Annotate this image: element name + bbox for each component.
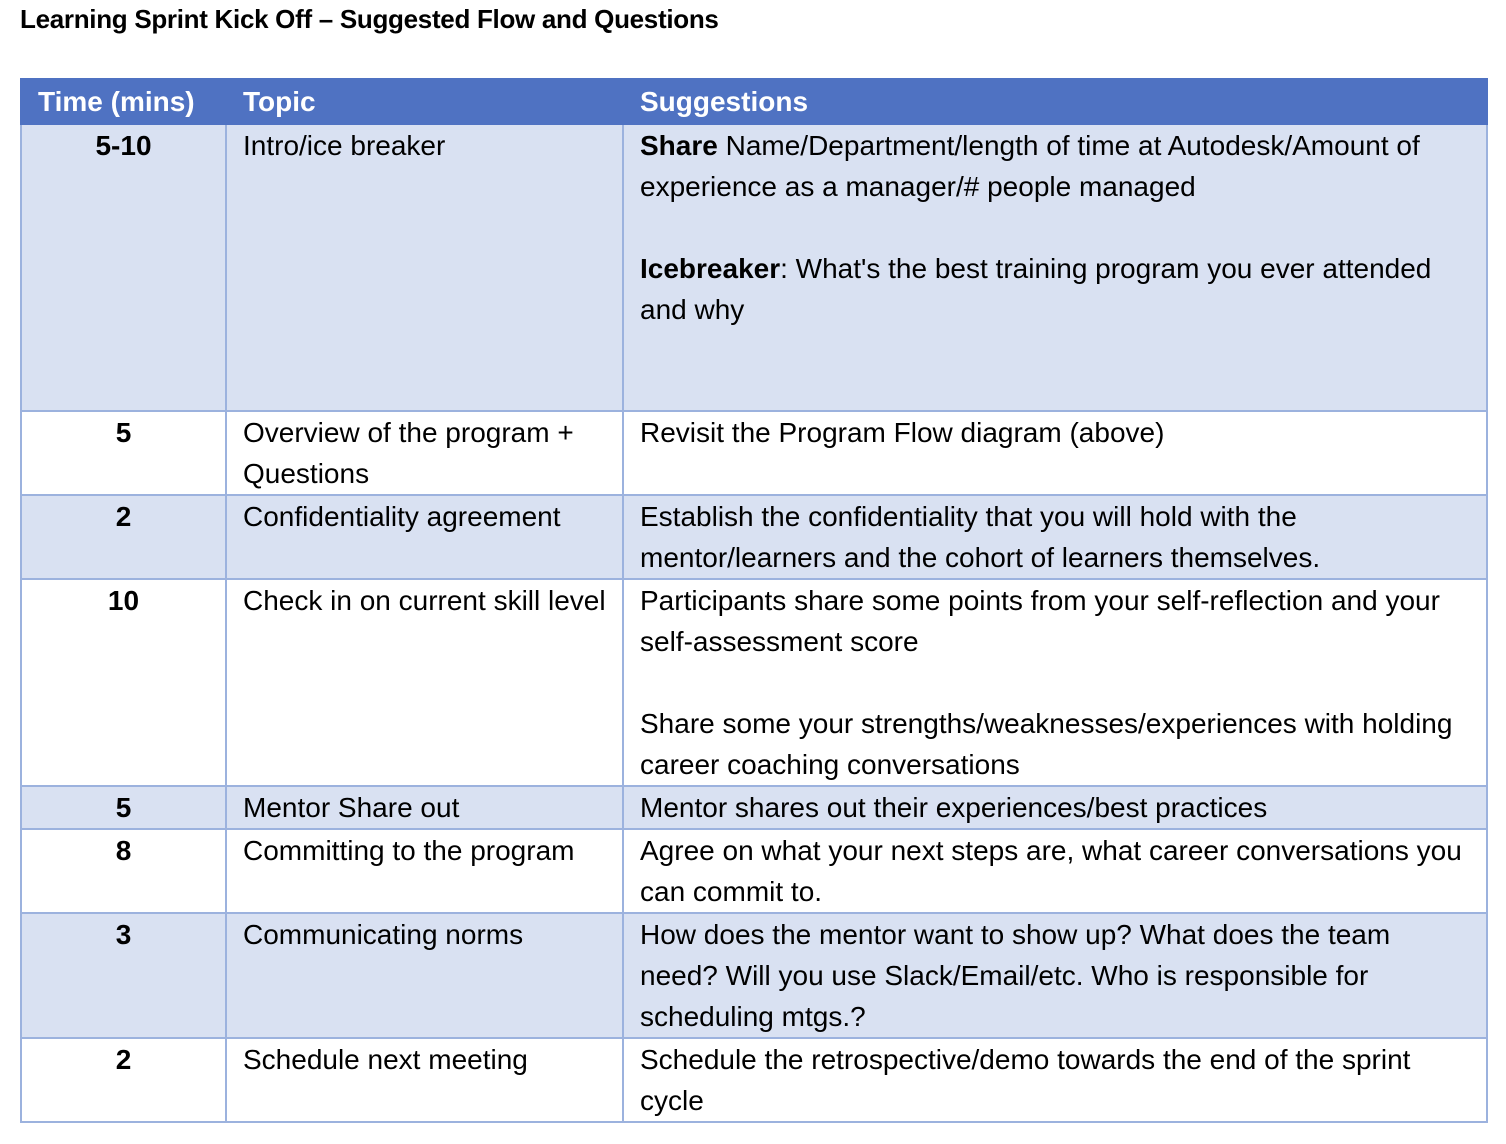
- time-cell: 10: [21, 579, 226, 786]
- topic-cell: Committing to the program: [226, 829, 623, 913]
- suggestions-cell: How does the mentor want to show up? What does the team need? Will you use Slack/Email/etc. Who is responsible for scheduling mtgs.?: [623, 913, 1487, 1038]
- suggestions-cell: Agree on what your next steps are, what career conversations you can commit to.: [623, 829, 1487, 913]
- time-cell: 2: [21, 1038, 226, 1122]
- suggestions-cell: Schedule the retrospective/demo towards the end of the sprint cycle: [623, 1038, 1487, 1122]
- time-cell: 2: [21, 495, 226, 579]
- suggestion-paragraph: Participants share some points from your self-reflection and your self-assessment score: [640, 585, 1440, 657]
- topic-cell: Communicating norms: [226, 913, 623, 1038]
- suggestion-paragraph: Share some your strengths/weaknesses/experiences with holding career coaching conversations: [640, 708, 1453, 780]
- time-cell: 5-10: [21, 124, 226, 411]
- suggestions-cell: Revisit the Program Flow diagram (above): [623, 411, 1487, 495]
- table-row: [21, 1038, 1487, 1122]
- suggestion-paragraph: [640, 248, 1470, 330]
- time-cell: 3: [21, 913, 226, 1038]
- topic-cell: Confidentiality agreement: [226, 495, 623, 579]
- table-row: [21, 579, 1487, 786]
- suggestions-cell: [623, 124, 1487, 411]
- header-time: Time (mins): [21, 79, 226, 124]
- header-topic: Topic: [226, 79, 623, 124]
- header-suggestions: Suggestions: [623, 79, 1487, 124]
- suggestion-bold-lead: Share: [640, 130, 718, 161]
- table-row: [21, 124, 1487, 411]
- suggestions-cell: [623, 579, 1487, 786]
- kickoff-flow-table: [20, 78, 1488, 1123]
- table-row: [21, 786, 1487, 829]
- suggestions-cell: Mentor shares out their experiences/best practices: [623, 786, 1487, 829]
- suggestion-bold-lead: Icebreaker: [640, 253, 781, 284]
- document-title: Learning Sprint Kick Off – Suggested Flow and Questions: [20, 4, 719, 34]
- suggestion-paragraph: [640, 125, 1470, 207]
- topic-cell: Check in on current skill level: [226, 579, 623, 786]
- table-row: [21, 495, 1487, 579]
- topic-cell: Mentor Share out: [226, 786, 623, 829]
- topic-cell: Schedule next meeting: [226, 1038, 623, 1122]
- topic-cell: Intro/ice breaker: [226, 124, 623, 411]
- table-row: [21, 913, 1487, 1038]
- time-cell: 5: [21, 411, 226, 495]
- topic-cell: Overview of the program + Questions: [226, 411, 623, 495]
- suggestion-text: Name/Department/length of time at Autodesk/Amount of experience as a manager/# people managed: [640, 130, 1420, 202]
- table-header-row: [21, 79, 1487, 124]
- time-cell: 8: [21, 829, 226, 913]
- suggestions-cell: Establish the confidentiality that you will hold with the mentor/learners and the cohort of learners themselves.: [623, 495, 1487, 579]
- table-row: [21, 411, 1487, 495]
- suggestion-text: : What's the best training program you ever attended and why: [640, 253, 1432, 325]
- time-cell: 5: [21, 786, 226, 829]
- table-row: [21, 829, 1487, 913]
